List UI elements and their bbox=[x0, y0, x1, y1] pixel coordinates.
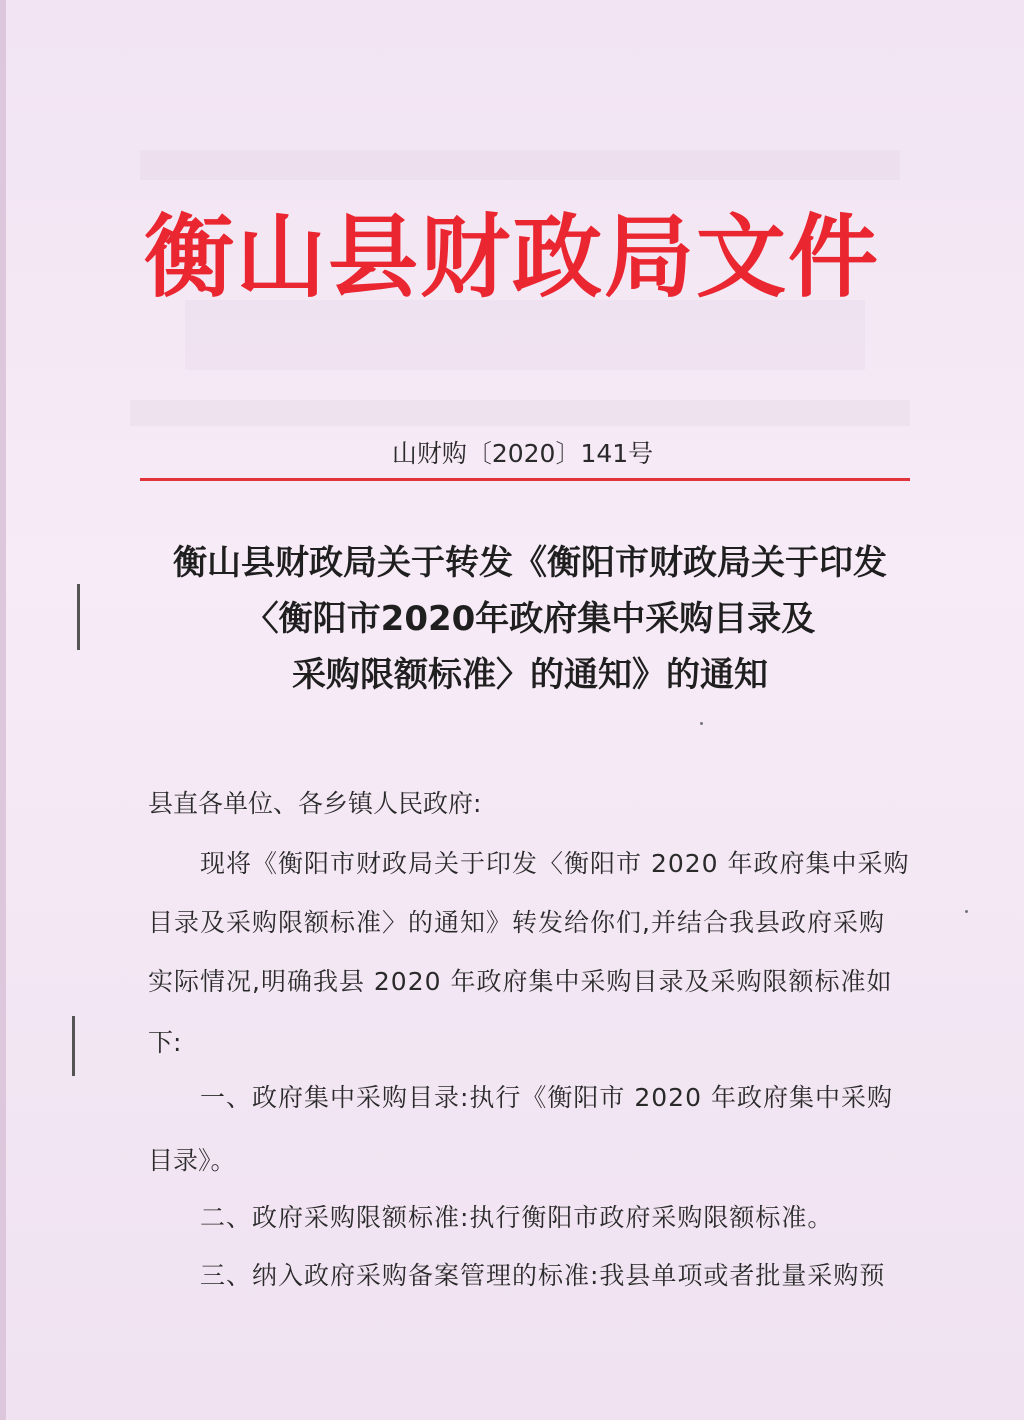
bleed-through-shadow bbox=[140, 150, 900, 180]
issuer-header-title: 衡山县财政局文件 bbox=[144, 204, 880, 310]
notice-title-line: 采购限额标准〉的通知》的通知 bbox=[292, 655, 768, 695]
paper-speck bbox=[700, 722, 703, 725]
binding-mark bbox=[72, 1016, 75, 1076]
body-line: 实际情况,明确我县 2020 年政府集中采购目录及采购限额标准如 bbox=[148, 967, 893, 996]
body-line: 二、政府采购限额标准:执行衡阳市政府采购限额标准。 bbox=[200, 1203, 834, 1232]
body-line: 目录》。 bbox=[148, 1146, 236, 1175]
body-line: 三、纳入政府采购备案管理的标准:我县单项或者批量采购预 bbox=[200, 1261, 886, 1290]
notice-title-line: 〈衡阳市2020年政府集中采购目录及 bbox=[244, 599, 816, 639]
red-divider-line bbox=[140, 478, 910, 481]
document-number: 山财购〔2020〕141号 bbox=[391, 439, 654, 468]
salutation: 县直各单位、各乡镇人民政府: bbox=[148, 789, 482, 818]
body-line: 一、政府集中采购目录:执行《衡阳市 2020 年政府集中采购 bbox=[200, 1083, 893, 1112]
body-line: 目录及采购限额标准〉的通知》转发给你们,并结合我县政府采购 bbox=[148, 908, 885, 937]
body-line: 下: bbox=[148, 1028, 182, 1057]
binding-mark bbox=[77, 584, 80, 650]
bleed-through-shadow bbox=[130, 400, 910, 426]
notice-title bbox=[100, 535, 960, 703]
body-line: 现将《衡阳市财政局关于印发〈衡阳市 2020 年政府集中采购 bbox=[200, 849, 910, 878]
notice-title-line: 衡山县财政局关于转发《衡阳市财政局关于印发 bbox=[173, 543, 887, 583]
paper-speck bbox=[965, 910, 968, 913]
